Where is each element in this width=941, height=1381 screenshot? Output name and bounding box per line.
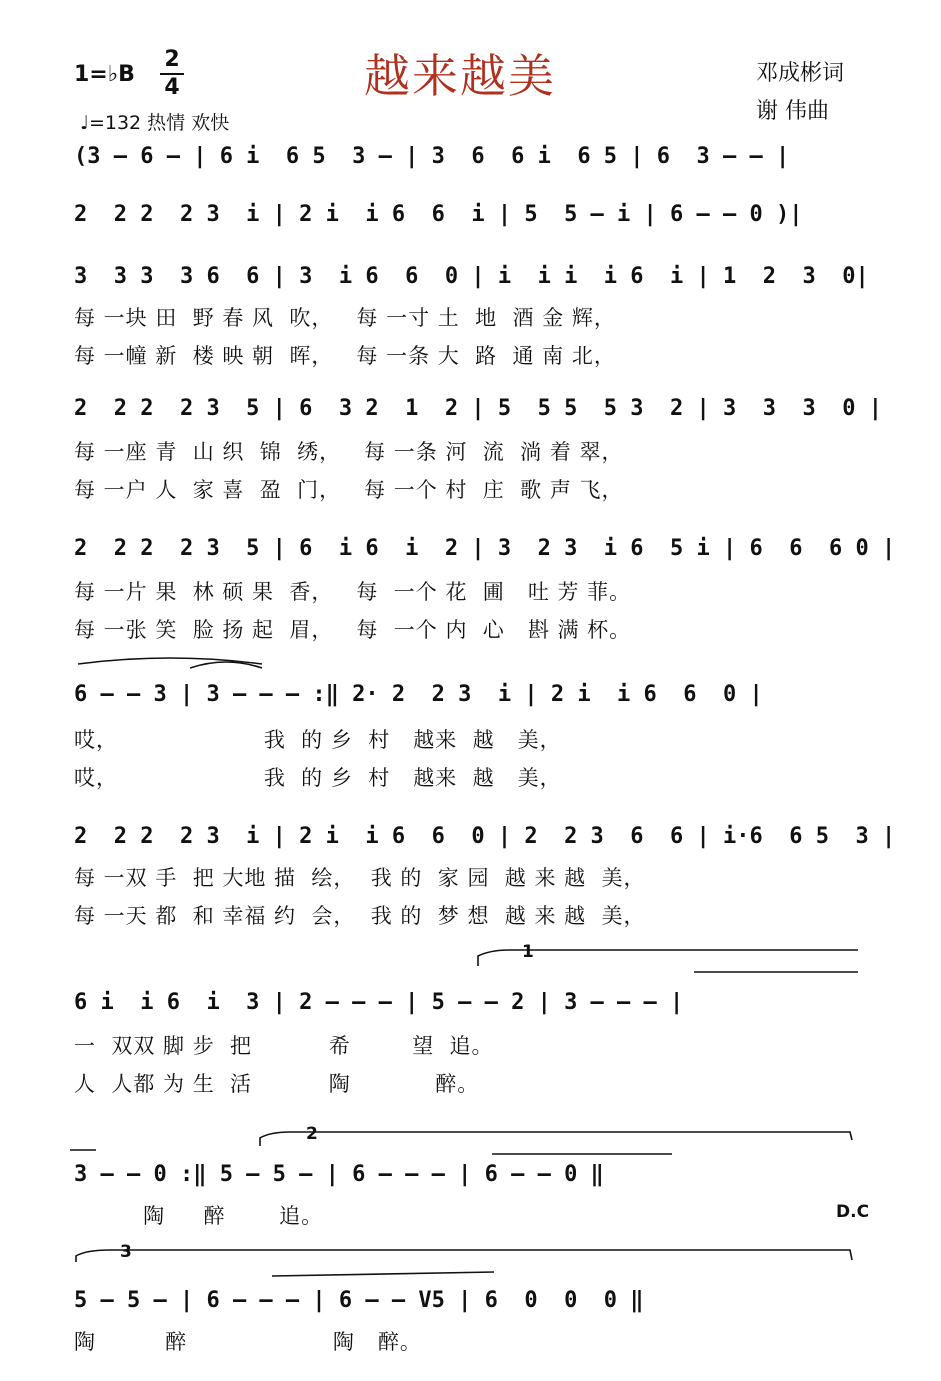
system-4-lyric-verse-2: 每 一户 人 家 喜 盈 门， 每 一个 村 庄 歌 声 飞，	[74, 478, 624, 502]
system-6-notes: 6 — — 3 | 3 — — — :‖ 2· 2 2 3 i | 2 i i 6 6 0 |	[74, 682, 763, 707]
lyricist-credit: 邓成彬词	[756, 61, 845, 86]
system-2-notes: 2 2 2 2 3 i | 2 i i 6 6 i | 5 5 — i | 6 — — 0 )|	[74, 202, 803, 227]
volta-2-bracket	[260, 1132, 852, 1146]
key-signature: 1=♭B	[74, 62, 135, 87]
system-5-lyric-verse-1: 每 一片 果 林 硕 果 香， 每 一个 花 圃 吐 芳 菲。	[74, 580, 632, 604]
system-1-notes: (3 — 6 — | 6 i 6 5 3 — | 3 6 6 i 6 5 | 6 3 — — |	[74, 144, 790, 169]
system-3-lyric-verse-2: 每 一幢 新 楼 映 朝 晖， 每 一条 大 路 通 南 北，	[74, 344, 616, 368]
system-8-lyric-verse-1: 一 双双 脚 步 把 希 望 追。	[74, 1034, 494, 1058]
system-6-lyric-verse-2: 哎， 我 的 乡 村 越来 越 美，	[74, 766, 562, 790]
meter-top: 2	[164, 47, 180, 72]
system-9-notes: 3 — — 0 :‖ 5 — 5 — | 6 — — — | 6 — — 0 ‖	[74, 1162, 604, 1187]
volta-1-label: 1	[522, 942, 534, 962]
meter-bottom: 4	[164, 75, 180, 100]
system-6-lyric-verse-1: 哎， 我 的 乡 村 越来 越 美，	[74, 728, 562, 752]
system-8-lyric-verse-2: 人 人都 为 生 活 陶 醉。	[74, 1072, 480, 1096]
system-3-notes: 3 3 3 3 6 6 | 3 i 6 6 0 | i i i i 6 i | 1 2 3 0|	[74, 264, 869, 289]
system-4-lyric-verse-1: 每 一座 青 山 织 锦 绣， 每 一条 河 流 淌 着 翠，	[74, 440, 624, 464]
tempo-marking: ♩=132 热情 欢快	[80, 112, 230, 134]
system-8-notes: 6 i i 6 i 3 | 2 — — — | 5 — — 2 | 3 — — — |	[74, 990, 684, 1015]
system-10-notes: 5 — 5 — | 6 — — — | 6 — — V5 | 6 0 0 0 ‖	[74, 1288, 644, 1313]
volta-3-bracket	[76, 1250, 852, 1262]
system-3-lyric-verse-1: 每 一块 田 野 春 风 吹， 每 一寸 土 地 酒 金 辉，	[74, 306, 616, 330]
da-capo-mark: D.C	[836, 1202, 870, 1222]
volta-1-bracket	[478, 950, 858, 966]
tie-line	[272, 1272, 494, 1276]
system-5-notes: 2 2 2 2 3 5 | 6 i 6 i 2 | 3 2 3 i 6 5 i | 6 6 6 0 |	[74, 536, 896, 561]
system-5-lyric-verse-2: 每 一张 笑 脸 扬 起 眉， 每 一个 内 心 斟 满 杯。	[74, 618, 632, 642]
system-10-lyrics: 陶 醉 陶 醉。	[74, 1330, 422, 1354]
composer-credit: 谢 伟曲	[756, 99, 829, 124]
system-7-notes: 2 2 2 2 3 i | 2 i i 6 6 0 | 2 2 3 6 6 | i·6 6 5 3 |	[74, 824, 896, 849]
system-7-lyric-verse-2: 每 一天 都 和 幸福 约 会， 我 的 梦 想 越 来 越 美，	[74, 904, 646, 928]
system-9-lyrics: 陶 醉 追。	[74, 1204, 324, 1228]
system-7-lyric-verse-1: 每 一双 手 把 大地 描 绘， 我 的 家 园 越 来 越 美，	[74, 866, 646, 890]
song-title: 越来越美	[364, 49, 556, 103]
volta-2-label: 2	[306, 1124, 318, 1144]
volta-3-label: 3	[120, 1242, 132, 1262]
system-4-notes: 2 2 2 2 3 5 | 6 3 2 1 2 | 5 5 5 5 3 2 | 3 3 3 0 |	[74, 396, 882, 421]
